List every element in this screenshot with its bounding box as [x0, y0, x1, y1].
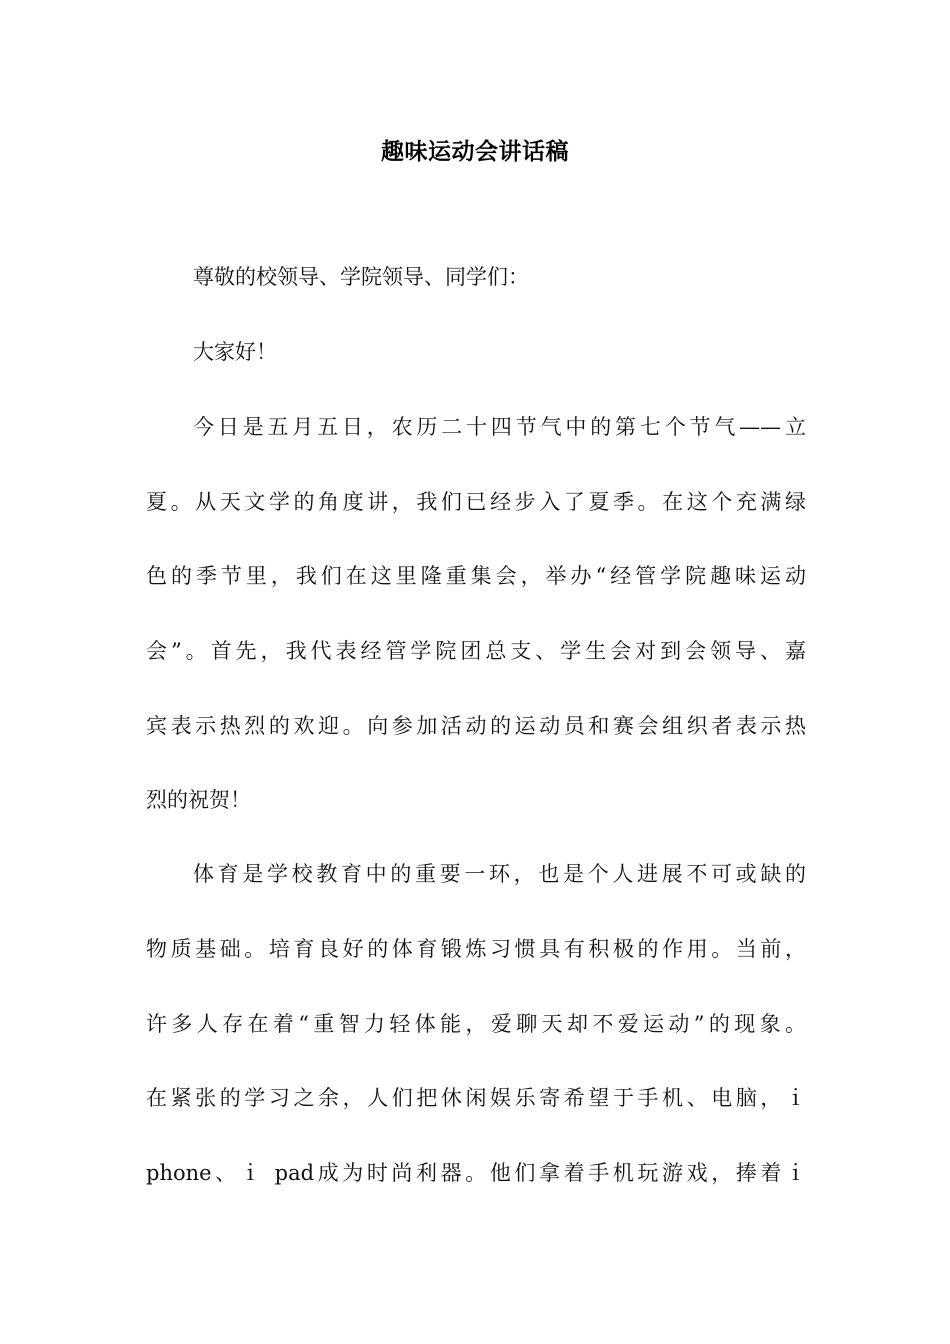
paragraph-line: 夏。从天文学的角度讲，我们已经步入了夏季。在这个充满绿: [146, 490, 806, 514]
paragraph-line: 会”。首先，我代表经管学院团总支、学生会对到会领导、嘉: [146, 639, 806, 663]
paragraph-line: 许多人存在着“重智力轻体能，爱聊天却不爱运动”的现象。: [146, 1012, 806, 1036]
paragraph-line: 体育是学校教育中的重要一环，也是个人进展不可或缺的: [193, 862, 806, 886]
paragraph-line: 烈的祝贺！: [146, 788, 251, 812]
paragraph-line: 色的季节里，我们在这里隆重集会，举办“经管学院趣味运动: [146, 564, 806, 588]
paragraph-line: phone、ｉ pad成为时尚利器。他们拿着手机玩游戏，捧着ｉ: [146, 1161, 806, 1185]
paragraph-line: 今日是五月五日，农历二十四节气中的第七个节气——立: [193, 415, 806, 439]
paragraph-line: 宾表示热烈的欢迎。向参加活动的运动员和赛会组织者表示热: [146, 714, 806, 738]
salutation-line: 尊敬的校领导、学院领导、同学们：: [193, 265, 529, 289]
greeting-line: 大家好！: [193, 340, 277, 364]
paragraph-line: 在紧张的学习之余，人们把休闲娱乐寄希望于手机、电脑，ｉ: [146, 1086, 806, 1110]
document-title: 趣味运动会讲话稿: [381, 138, 569, 165]
paragraph-line: 物质基础。培育良好的体育锻炼习惯具有积极的作用。当前，: [146, 937, 806, 961]
